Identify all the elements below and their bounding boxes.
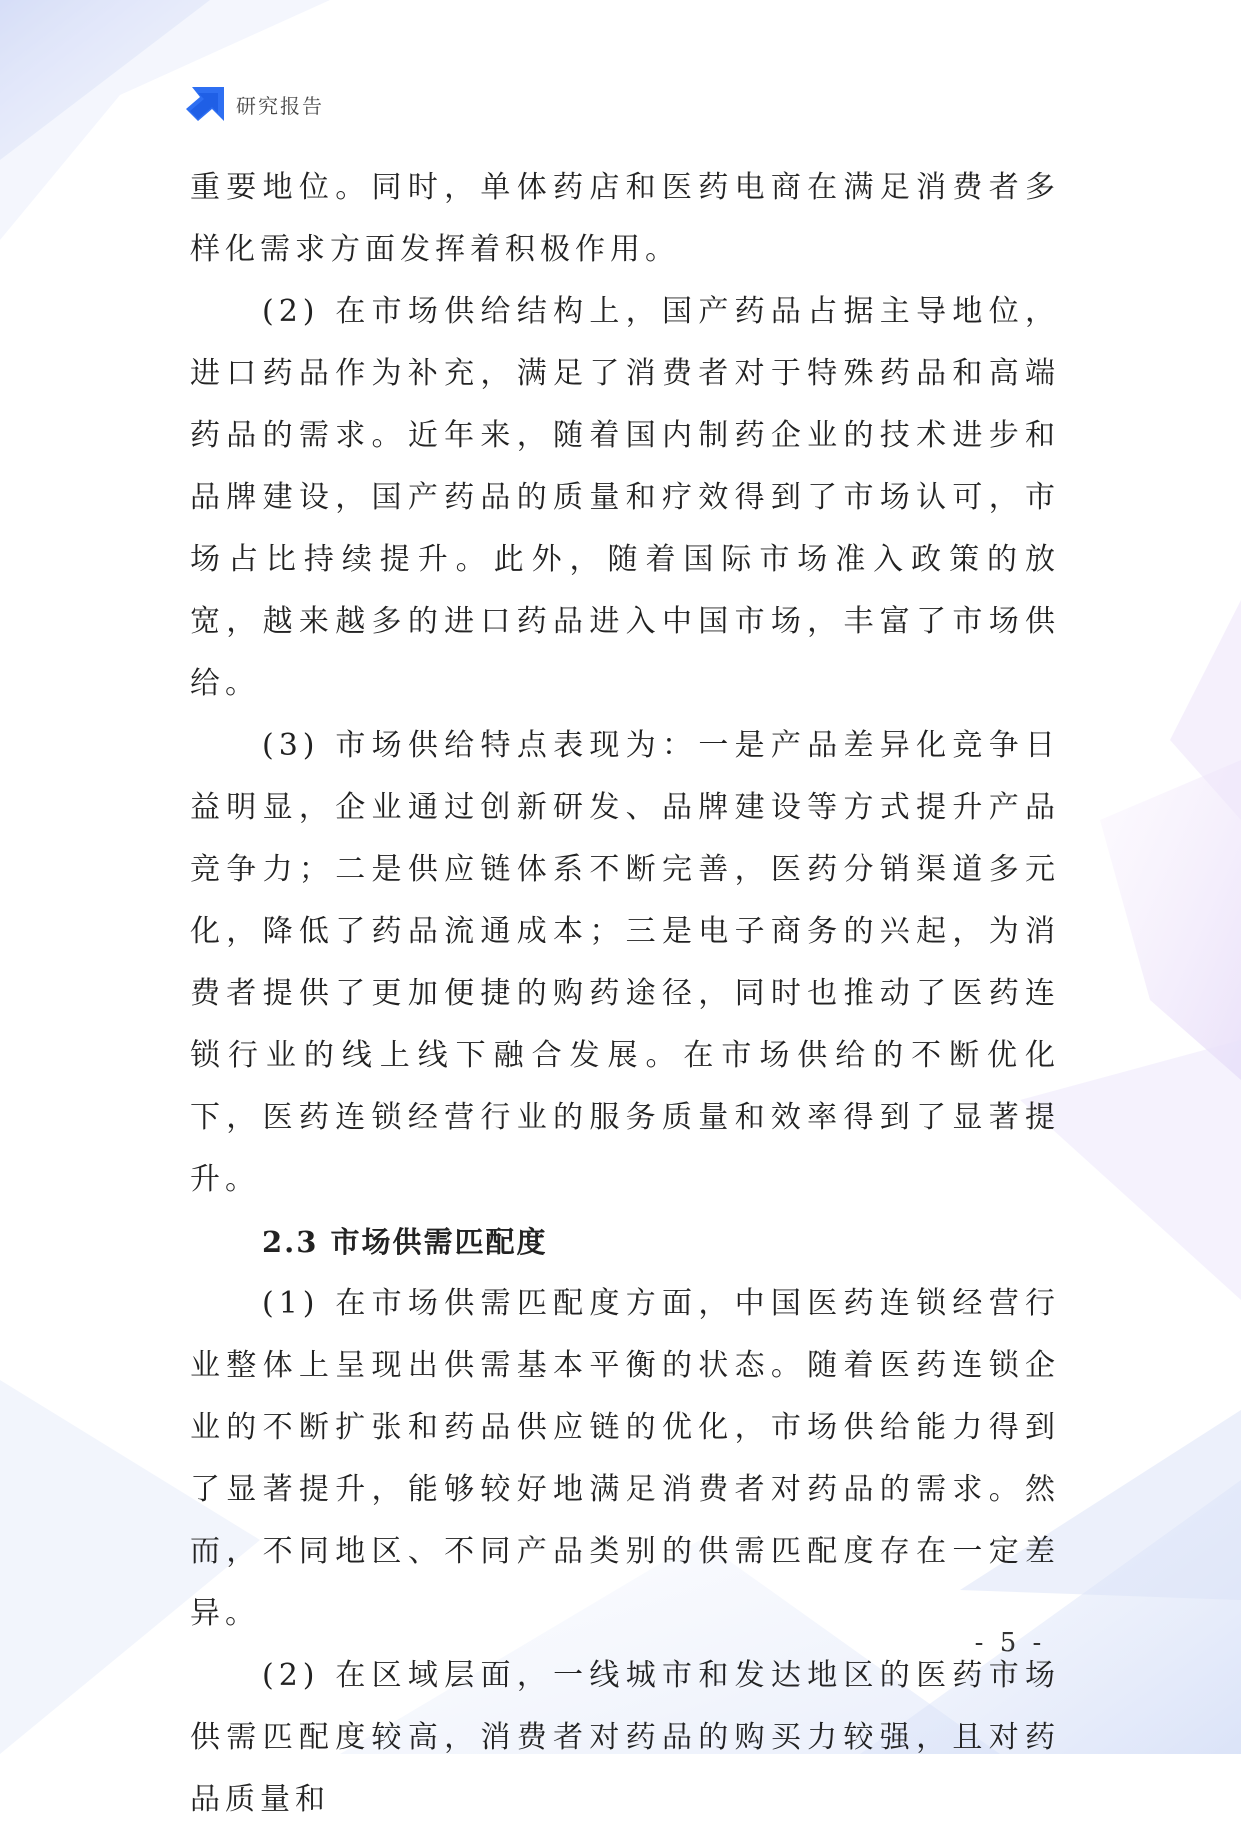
paragraph: (3) 市场供给特点表现为：一是产品差异化竞争日益明显，企业通过创新研发、品牌建设等方式提升产品竞争力；二是供应链体系不断完善，医药分销渠道多元化，降低了药品流通成本；三是电子商务的兴起，为消费者提供了更加便捷的购药途径，同时也推动了医药连锁行业的线上线下融合发展。在市场供给的不断优化下，医药连锁经营行业的服务质量和效率得到了显著提升。 (190, 728, 1060, 1197)
arrow-up-right-icon (186, 87, 224, 121)
paragraph: (2) 在市场供给结构上，国产药品占据主导地位，进口药品作为补充，满足了消费者对于特殊药品和高端药品的需求。近年来，随着国内制药企业的技术进步和品牌建设，国产药品的质量和疗效得到了市场认可，市场占比持续提升。此外，随着国际市场准入政策的放宽，越来越多的进口药品进入中国市场，丰富了市场供给。 (190, 294, 1060, 701)
paragraph: 重要地位。同时，单体药店和医药电商在满足消费者多样化需求方面发挥着积极作用。 (190, 170, 1060, 267)
page-number: - 5 - (974, 1628, 1046, 1658)
body-text (190, 157, 1060, 1831)
section-heading: 2.3 市场供需匹配度 (262, 1225, 548, 1259)
paragraph: (1) 在市场供需匹配度方面，中国医药连锁经营行业整体上呈现出供需基本平衡的状态。随着医药连锁企业的不断扩张和药品供应链的优化，市场供给能力得到了显著提升，能够较好地满足消费者对药品的需求。然而，不同地区、不同产品类别的供需匹配度存在一定差异。 (190, 1286, 1060, 1631)
report-header (186, 86, 324, 122)
header-title: 研究报告 (236, 93, 324, 118)
paragraph: (2) 在区域层面，一线城市和发达地区的医药市场供需匹配度较高，消费者对药品的购买力较强，且对药品质量和 (190, 1658, 1060, 1817)
